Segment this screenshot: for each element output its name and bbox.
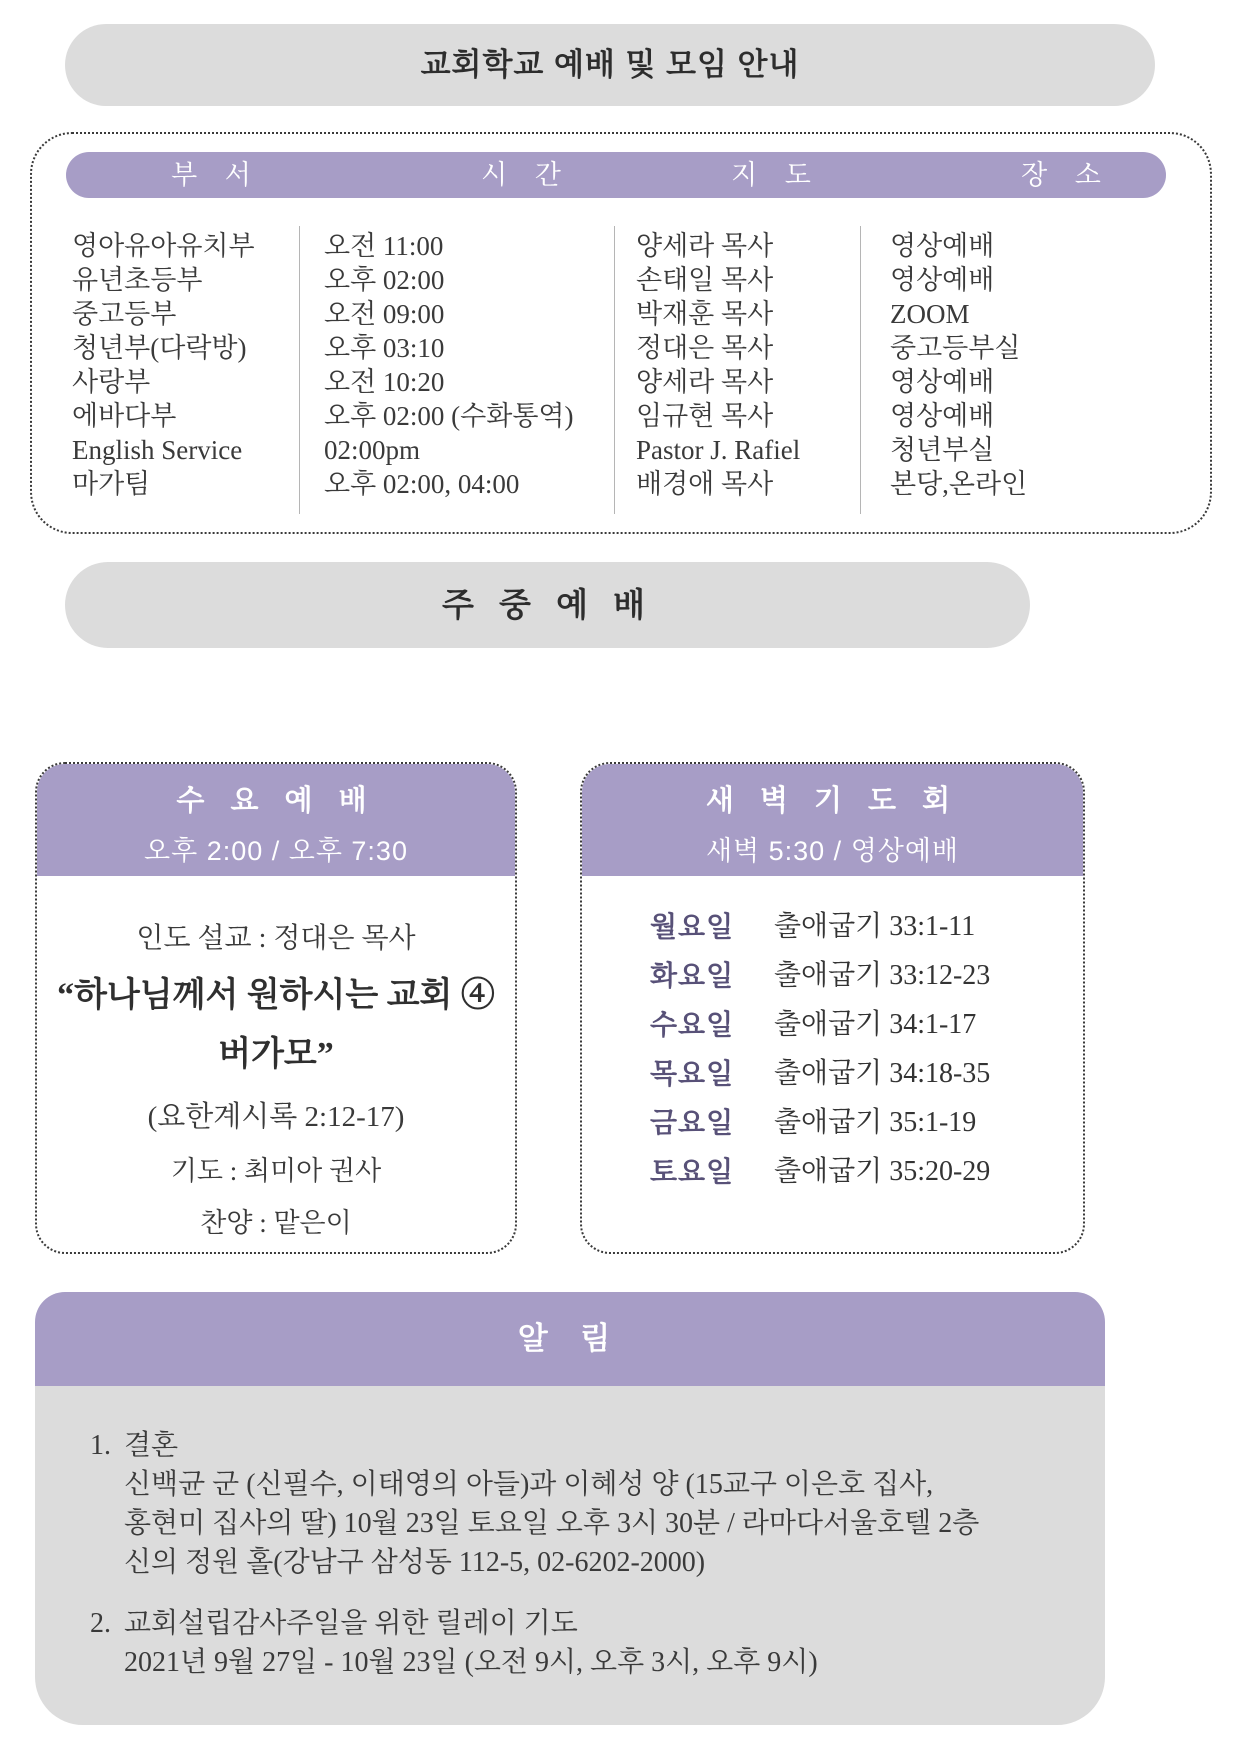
- place-cell: 본당,온라인: [890, 469, 1028, 499]
- leader-cell: 박재훈 목사: [636, 299, 774, 329]
- wednesday-worship-title: 수 요 예 배: [176, 785, 376, 817]
- table-row: [32, 467, 1210, 501]
- place-cell: 중고등부실: [890, 333, 1021, 363]
- sermon-verse: (요한계시록 2:12-17): [147, 1101, 405, 1133]
- schedule-day: 화요일: [650, 960, 735, 991]
- notice-item-heading: [90, 1426, 1080, 1465]
- notice-item-line: 신의 정원 홀(강남구 삼성동 112-5, 02-6202-2000): [124, 1547, 706, 1578]
- church-school-banner: 교회학교 예배 및 모임 안내: [65, 24, 1155, 106]
- time-cell: 오후 03:10: [324, 333, 445, 363]
- dept-cell: 영아유아유치부: [72, 231, 255, 261]
- dawn-prayer-box: [580, 762, 1085, 1254]
- schedule-passage: 출애굽기 34:18-35: [774, 1058, 991, 1089]
- time-cell: 오후 02:00, 04:00: [324, 469, 520, 499]
- prayer-line: 기도 : 최미아 권사: [170, 1156, 382, 1186]
- schedule-row: [582, 1005, 1083, 1045]
- schedule-row: [582, 1054, 1083, 1094]
- dawn-prayer-header: [582, 764, 1083, 876]
- praise-line: 찬양 : 맡은이: [200, 1208, 352, 1238]
- leader-cell: 양세라 목사: [636, 231, 774, 261]
- dept-cell: 청년부(다락방): [72, 333, 247, 363]
- place-cell: 영상예배: [890, 231, 995, 261]
- table-header-bar: [66, 152, 1166, 198]
- schedule-row: [582, 907, 1083, 947]
- dept-cell: 에바다부: [72, 401, 177, 431]
- table-row: [32, 263, 1210, 297]
- time-cell: 오전 09:00: [324, 299, 445, 329]
- table-row: [32, 399, 1210, 433]
- schedule-row: [582, 1152, 1083, 1192]
- weekday-worship-banner: 주 중 예 배: [65, 562, 1030, 648]
- place-cell: 영상예배: [890, 401, 995, 431]
- notice-item-number: 1.: [90, 1430, 111, 1461]
- dept-cell: 사랑부: [72, 367, 151, 397]
- table-row: [32, 365, 1210, 399]
- schedule-day: 목요일: [650, 1058, 735, 1089]
- dept-cell: 유년초등부: [72, 265, 203, 295]
- schedule-row: [582, 956, 1083, 996]
- place-cell: 영상예배: [890, 367, 995, 397]
- wednesday-worship-time: 오후 2:00 / 오후 7:30: [144, 836, 408, 866]
- notice-item-number: 2.: [90, 1608, 111, 1639]
- wednesday-worship-box: [35, 762, 517, 1254]
- dept-cell: English Service: [72, 435, 243, 465]
- leader-cell: 양세라 목사: [636, 367, 774, 397]
- time-cell: 오후 02:00: [324, 265, 445, 295]
- table-row: [32, 433, 1210, 467]
- schedule-passage: 출애굽기 34:1-17: [774, 1009, 977, 1040]
- sermon-title-line2: 버가모”: [218, 1036, 334, 1073]
- column-header-leader: 지 도: [731, 160, 821, 190]
- sermon-title-line1: “하나님께서 원하시는 교회 ④: [57, 977, 495, 1014]
- schedule-passage: 출애굽기 35:1-19: [774, 1107, 977, 1138]
- table-row: [32, 331, 1210, 365]
- schedule-row: [582, 1103, 1083, 1143]
- schedule-passage: 출애굽기 33:1-11: [774, 911, 976, 942]
- place-cell: 영상예배: [890, 265, 995, 295]
- notice-item: [90, 1604, 1080, 1682]
- leader-cell: Pastor J. Rafiel: [636, 435, 801, 465]
- leader-cell: 손태일 목사: [636, 265, 774, 295]
- schedule-day: 금요일: [650, 1107, 735, 1138]
- schedule-passage: 출애굽기 35:20-29: [774, 1156, 991, 1187]
- column-header-time: 시 간: [481, 160, 571, 190]
- schedule-day: 토요일: [650, 1156, 735, 1187]
- schedule-day: 월요일: [650, 911, 735, 942]
- church-school-table: [30, 132, 1212, 534]
- time-cell: 02:00pm: [324, 435, 421, 465]
- notice-item-line: 2021년 9월 27일 - 10월 23일 (오전 9시, 오후 3시, 오후 9시): [124, 1647, 818, 1678]
- leader-cell: 임규현 목사: [636, 401, 774, 431]
- notice-item-heading: [90, 1604, 1080, 1643]
- table-row: [32, 229, 1210, 263]
- dawn-prayer-title: 새 벽 기 도 회: [705, 785, 960, 817]
- table-row: [32, 297, 1210, 331]
- wednesday-leader-line: 인도 설교 : 정대은 목사: [136, 923, 416, 954]
- notice-item-line: 홍현미 집사의 딸) 10월 23일 토요일 오후 3시 30분 / 라마다서울호텔 2층: [124, 1508, 980, 1539]
- leader-cell: 정대은 목사: [636, 333, 774, 363]
- notice-item-line: 신백균 군 (신필수, 이태영의 아들)과 이혜성 양 (15교구 이은호 집사,: [124, 1469, 934, 1500]
- column-header-place: 장 소: [1021, 160, 1111, 190]
- notice-header: 알 림: [35, 1292, 1105, 1386]
- place-cell: 청년부실: [890, 435, 995, 465]
- place-cell: ZOOM: [890, 299, 970, 329]
- notice-item: [90, 1426, 1080, 1582]
- schedule-day: 수요일: [650, 1009, 735, 1040]
- time-cell: 오후 02:00 (수화통역): [324, 401, 574, 431]
- notice-item-title: 결혼: [124, 1430, 179, 1461]
- leader-cell: 배경애 목사: [636, 469, 774, 499]
- notice-item-title: 교회설립감사주일을 위한 릴레이 기도: [124, 1608, 578, 1639]
- dept-cell: 마가팀: [72, 469, 151, 499]
- column-header-dept: 부 서: [171, 160, 261, 190]
- time-cell: 오전 11:00: [324, 231, 444, 261]
- dept-cell: 중고등부: [72, 299, 177, 329]
- dawn-prayer-time: 새벽 5:30 / 영상예배: [705, 836, 960, 866]
- schedule-passage: 출애굽기 33:12-23: [774, 960, 991, 991]
- time-cell: 오전 10:20: [324, 367, 445, 397]
- notice-body: [35, 1386, 1105, 1725]
- wednesday-worship-header: [37, 764, 515, 876]
